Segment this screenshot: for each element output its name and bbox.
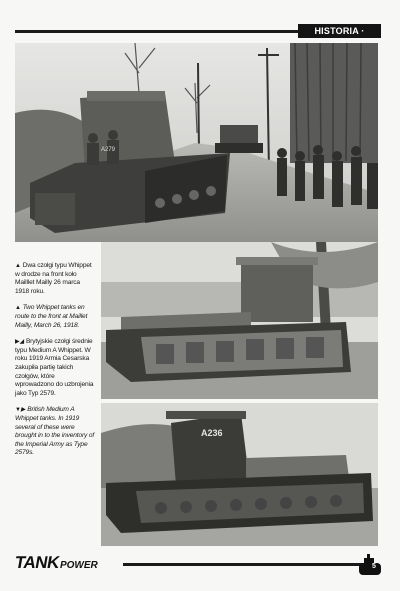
photo-3-image <box>101 403 378 546</box>
footer-rule <box>123 563 363 566</box>
caption-pl-2: ▶◢ Brytyjskie czołgi średnie typu Medium A Whippet. W roku 1919 Armia Cesarska zakupiła partię takich czołgów, które wprowadzono do uzbrojenia jako Typ 2579. <box>15 338 94 397</box>
tankpower-logo <box>15 553 98 573</box>
triangle-pointer-icon: ▲ <box>15 263 21 269</box>
caption-column <box>15 262 95 466</box>
tank-marking-3: A236 <box>201 428 223 438</box>
photo-whippets-on-road <box>15 43 378 242</box>
logo-main: TANK <box>13 553 61 572</box>
page-number: 5 <box>372 563 376 570</box>
photo-2-image <box>101 242 378 399</box>
tank-marking-1: A279 <box>101 147 116 153</box>
photo-whippet-a236 <box>101 403 378 546</box>
triangle-pointer-icon: ▲ <box>15 305 21 312</box>
photo-1-image <box>15 43 378 242</box>
triangle-pointer-icon: ▶◢ <box>15 339 24 346</box>
photo-whippet-side-view <box>101 242 378 399</box>
logo-sub: POWER <box>59 560 98 571</box>
caption-pl-1: ▲ Dwa czołgi typu Whippet w drodze na front koło Mailllet Mailly 26 marca 1918 roku. <box>15 262 92 295</box>
caption-en-1: ▲ Two Whippet tanks en route to the front at Maillet Mailly, March 26, 1918. <box>15 304 88 329</box>
triangle-pointer-icon: ▼▶ <box>15 407 26 414</box>
header-rule <box>15 30 300 33</box>
section-tab: HISTORIA · <box>298 24 381 38</box>
caption-en-2: ▼▶ British Medium A Whippet tanks. In 1919 several of these were brought in to the inventory of the Imperial Army as Type 2579s. <box>15 406 95 457</box>
